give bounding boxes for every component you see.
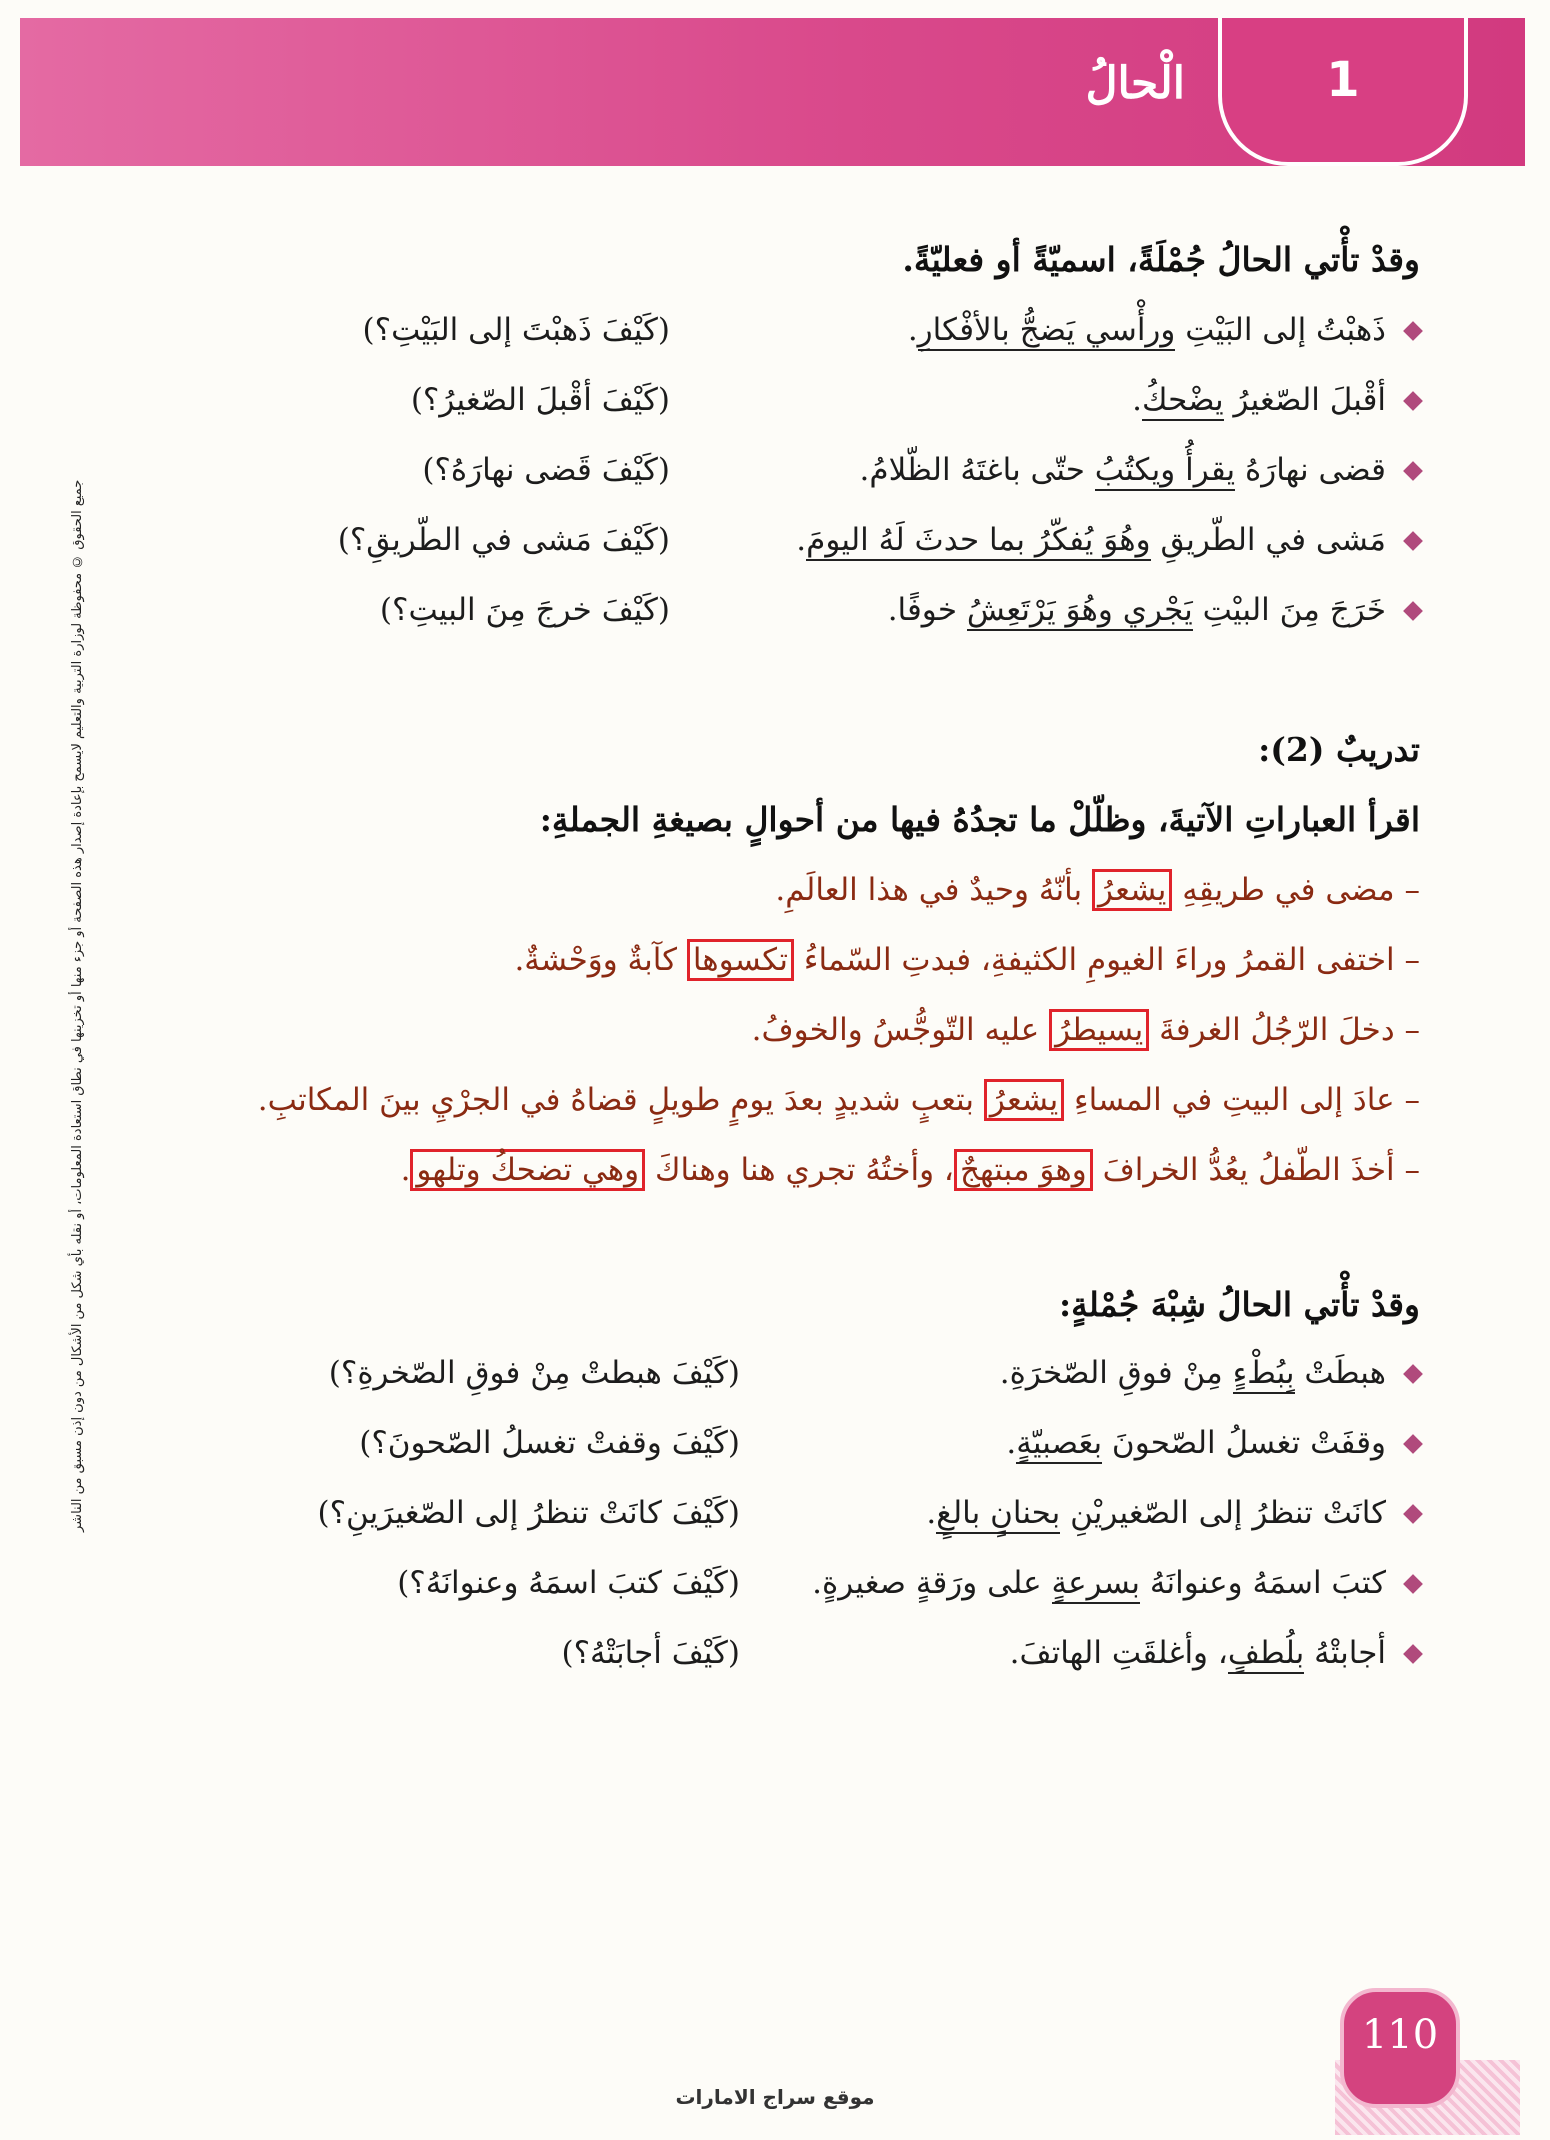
hal-underline: يَجْري وهُوَ يَرْتَعِشُ: [967, 592, 1193, 631]
example-question: (كَيْفَ ذَهبْتَ إلى البَيْتِ؟): [362, 312, 670, 348]
hal-underline: يقرأُ ويكتُبُ: [1095, 452, 1235, 491]
highlight-box: يشعرُ: [1092, 869, 1172, 911]
list-item: [190, 1355, 1420, 1415]
example-question: (كَيْفَ قَضى نهارَهُ؟): [422, 452, 670, 488]
diamond-bullet-icon: [1403, 461, 1423, 481]
diamond-bullet-icon: [1403, 601, 1423, 621]
exercise-line: – دخلَ الرّجُلُ الغرفةَ يسيطرُ عليه التّوجُّسُ والخوفُ.: [752, 1012, 1420, 1048]
section2-heading: وقدْ تأْتي الحالُ شِبْهَ جُمْلةٍ:: [1058, 1285, 1420, 1324]
list-item: [190, 1425, 1420, 1485]
example-question: (كَيْفَ خرجَ مِنَ البيتِ؟): [379, 592, 670, 628]
highlight-box: وهي تضحكُ وتلهو: [410, 1149, 645, 1191]
exercise-line: – عادَ إلى البيتِ في المساءِ يشعرُ بتعبٍ شديدٍ بعدَ يومٍ طويلٍ قضاهُ في الجرْيِ بينَ المكاتبِ.: [258, 1082, 1420, 1118]
example-sentence: خَرَجَ مِنَ البيْتِ يَجْري وهُوَ يَرْتَعِشُ خوفًا.: [888, 592, 1386, 628]
diamond-bullet-icon: [1403, 321, 1423, 341]
example-sentence: مَشى في الطّريقِ وهُوَ يُفكّرُ بما حدثَ لَهُ اليومَ.: [796, 522, 1386, 558]
example-question: (كَيْفَ كتبَ اسمَهُ وعنوانَهُ؟): [397, 1565, 740, 1601]
list-item: [190, 312, 1420, 372]
list-item: [190, 1565, 1420, 1625]
hal-underline: يضْحكُ: [1142, 382, 1224, 421]
highlight-box: وهوَ مبتهجٌ: [954, 1149, 1093, 1191]
example-question: (كَيْفَ وقفتْ تغسلُ الصّحونَ؟): [359, 1425, 740, 1461]
hal-underline: بحنانٍ بالغٍ: [936, 1495, 1060, 1534]
diamond-bullet-icon: [1403, 1434, 1423, 1454]
section1-heading: وقدْ تأْتي الحالُ جُمْلَةً، اسميّةً أو فعليّةً.: [902, 240, 1420, 279]
diamond-bullet-icon: [1403, 1574, 1423, 1594]
highlight-box: تكسوها: [687, 939, 794, 981]
example-sentence: وقفَتْ تغسلُ الصّحونَ بعَصبيّةٍ.: [1006, 1425, 1386, 1461]
exercise-line: – أخذَ الطّفلُ يعُدُّ الخرافَ وهوَ مبتهجٌ، وأختُهُ تجري هنا وهناكَ وهي تضحكُ وتلهو.: [401, 1152, 1420, 1188]
example-question: (كَيْفَ كانَتْ تنظرُ إلى الصّغيرَينِ؟): [317, 1495, 740, 1531]
list-item: [190, 382, 1420, 442]
hal-underline: ورأْسي يَضجُّ بالأفْكارِ: [918, 312, 1176, 351]
diamond-bullet-icon: [1403, 1504, 1423, 1524]
list-item: [190, 522, 1420, 582]
example-sentence: أجابتْهُ بلُطفٍ، وأغلقَتِ الهاتفَ.: [1010, 1635, 1386, 1671]
hal-underline: بلُطفٍ: [1228, 1635, 1304, 1674]
chapter-number: 1: [1326, 52, 1360, 108]
exercise-title: تدريبٌ (2):: [1258, 730, 1420, 769]
example-question: (كَيْفَ هبطتْ مِنْ فوقِ الصّخرةِ؟): [328, 1355, 740, 1391]
highlight-box: يسيطرُ: [1049, 1009, 1149, 1051]
diamond-bullet-icon: [1403, 391, 1423, 411]
list-item: [190, 452, 1420, 512]
exercise-line: – مضى في طريقِهِ يشعرُ بأنّهُ وحيدٌ في هذا العالَمِ.: [775, 872, 1420, 908]
list-item: [190, 592, 1420, 652]
exercise-instruction: اقرأ العباراتِ الآتيةَ، وظلّلْ ما تجدُهُ فيها من أحوالٍ بصيغةِ الجملةِ:: [539, 800, 1420, 839]
example-sentence: قضى نهارَهُ يقرأُ ويكتُبُ حتّى باغتَهُ الظّلامُ.: [860, 452, 1386, 488]
page-number: 110: [1361, 2012, 1439, 2058]
example-question: (كَيْفَ أقْبلَ الصّغيرُ؟): [410, 382, 670, 418]
hal-underline: وهُوَ يُفكّرُ بما حدثَ لَهُ اليومَ: [806, 522, 1150, 561]
example-sentence: هبطَتْ بِبُطْءٍ مِنْ فوقِ الصّخرَةِ.: [1000, 1355, 1386, 1391]
example-sentence: كتبَ اسمَهُ وعنوانَهُ بسرعةٍ على ورَقةٍ صغيرةٍ.: [812, 1565, 1386, 1601]
example-question: (كَيْفَ مَشى في الطّريقِ؟): [337, 522, 670, 558]
exercise-line: – اختفى القمرُ وراءَ الغيومِ الكثيفةِ، فبدتِ السّماءُ تكسوها كآبةٌ ووَحْشةٌ.: [514, 942, 1420, 978]
diamond-bullet-icon: [1403, 1364, 1423, 1384]
lesson-title: الْحالُ: [1085, 58, 1185, 109]
diamond-bullet-icon: [1403, 531, 1423, 551]
example-sentence: ذَهبْتُ إلى البَيْتِ ورأْسي يَضجُّ بالأفْكارِ.: [908, 312, 1386, 348]
list-item: [190, 1495, 1420, 1555]
example-sentence: كانَتْ تنظرُ إلى الصّغيريْنِ بحنانٍ بالغٍ.: [926, 1495, 1386, 1531]
footer-site-name: موقع سراج الامارات: [675, 2085, 875, 2109]
example-question: (كَيْفَ أجابَتْهُ؟): [561, 1635, 740, 1671]
copyright-note: جميع الحقوق © محفوظة لوزارة التربية والتعليم لايسمح بإعادة إصدار هذه الصفحة أو جزء منها أو تخزينها في نطاق استعادة المعلومات، أو نقله بأي شكل من الأشكال من دون إذن مسبق من الناشر: [70, 480, 85, 1533]
hal-underline: بِبُطْءٍ: [1233, 1355, 1295, 1394]
highlight-box: يشعرُ: [984, 1079, 1064, 1121]
list-item: [190, 1635, 1420, 1695]
hal-underline: بعَصبيّةٍ: [1016, 1425, 1102, 1464]
example-sentence: أقْبلَ الصّغيرُ يضْحكُ.: [1132, 382, 1386, 418]
diamond-bullet-icon: [1403, 1644, 1423, 1664]
hal-underline: بسرعةٍ: [1052, 1565, 1141, 1604]
